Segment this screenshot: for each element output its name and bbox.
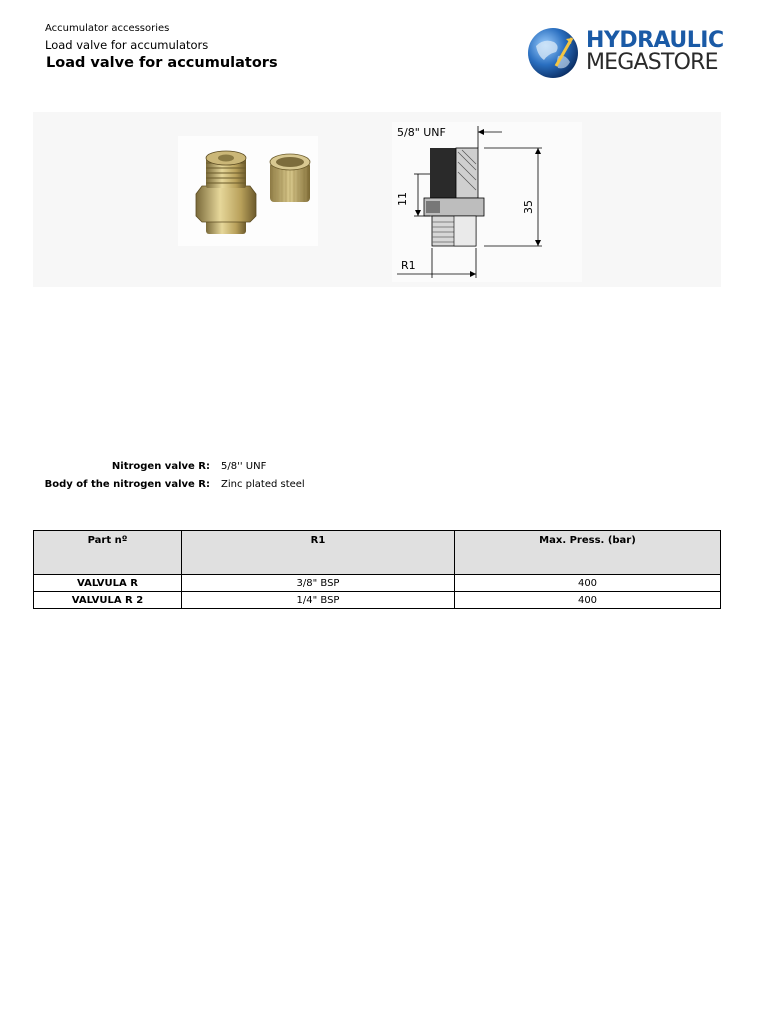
valve-drawing-icon [392,122,582,282]
column-header-r1: R1 [182,531,455,575]
pressure-cell: 400 [455,592,721,609]
category-label: Accumulator accessories [45,23,170,34]
column-header-part: Part nº [34,531,182,575]
table-row [34,592,721,609]
spec-row [0,479,768,495]
page-subtitle: Load valve for accumulators [45,38,209,52]
part-number-cell: VALVULA R [34,575,182,592]
r1-cell: 1/4" BSP [182,592,455,609]
spec-value: 5/8'' UNF [221,461,267,472]
spec-label: Nitrogen valve R: [111,461,210,472]
product-image-area [33,112,721,287]
dim-35-label: 35 [522,200,535,214]
table-row [34,575,721,592]
spec-row [0,461,768,477]
spec-value: Zinc plated steel [221,479,305,490]
company-logo [526,26,736,80]
logo-line1: HYDRAULIC [586,28,724,53]
globe-icon [526,26,580,80]
column-header-pressure: Max. Press. (bar) [455,531,721,575]
page-title: Load valve for accumulators [46,55,278,71]
pressure-cell: 400 [455,575,721,592]
r1-label: R1 [401,259,416,272]
r1-cell: 3/8" BSP [182,575,455,592]
table-header-row [34,531,721,575]
logo-line2: MEGASTORE [586,50,718,75]
technical-drawing [392,122,582,282]
product-photo [178,136,318,246]
part-number-cell: VALVULA R 2 [34,592,182,609]
spec-label: Body of the nitrogen valve R: [44,479,210,490]
valve-photo-icon [178,136,318,246]
parts-table [33,530,721,609]
thread-label: 5/8" UNF [397,126,446,139]
dim-11-label: 11 [396,192,409,206]
